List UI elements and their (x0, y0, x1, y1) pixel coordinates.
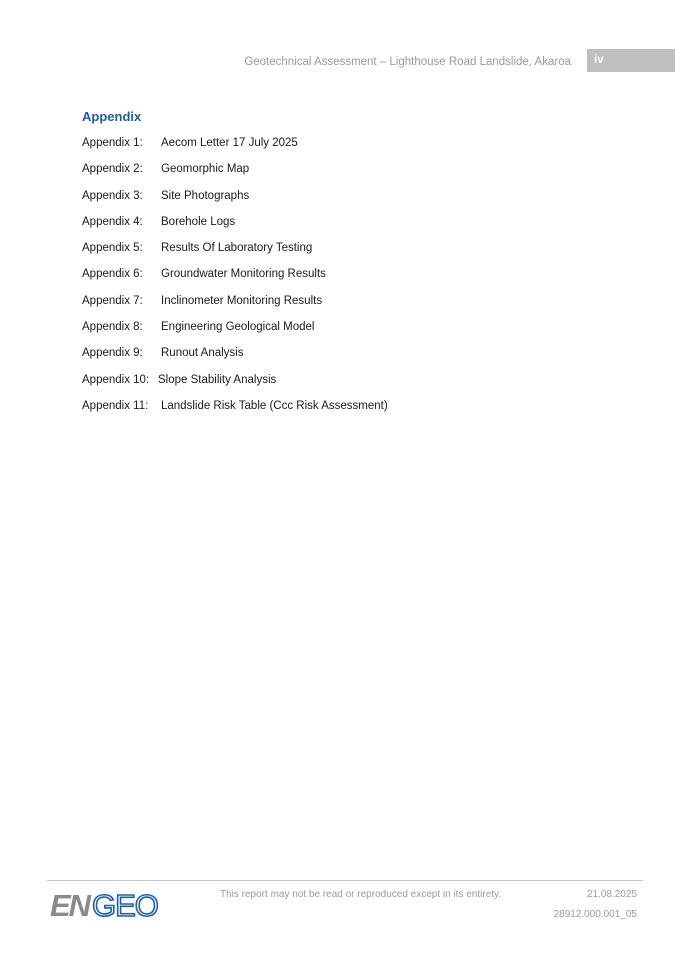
appendix-title: Borehole Logs (161, 215, 236, 228)
footer-reference: 28912.000.001_05 (553, 909, 637, 920)
appendix-item (82, 190, 388, 216)
header-title: Geotechnical Assessment – Lighthouse Road Landslide, Akaroa (244, 56, 571, 68)
engeo-logo (50, 886, 162, 920)
appendix-title: Aecom Letter 17 July 2025 (161, 137, 298, 149)
appendix-item (82, 242, 388, 268)
appendix-number: Appendix 6: (82, 268, 143, 281)
appendix-title: Results Of Laboratory Testing (161, 242, 313, 255)
appendix-number: Appendix 2: (82, 163, 143, 176)
appendix-item (82, 400, 388, 426)
appendix-list (82, 137, 388, 426)
page-number-tab: iv (587, 49, 675, 72)
appendix-number: Appendix 3: (82, 189, 143, 202)
appendix-item (82, 163, 388, 189)
appendix-title: Runout Analysis (161, 347, 244, 360)
appendix-title: Slope Stability Analysis (158, 373, 277, 386)
logo-text-geo: GEO (92, 888, 158, 920)
appendix-number: Appendix 4: (82, 215, 143, 228)
footer-disclaimer: This report may not be read or reproduced except in its entirety. (220, 889, 502, 900)
appendix-number: Appendix 5: (82, 242, 143, 255)
appendix-item (82, 321, 388, 347)
appendix-number: Appendix 8: (82, 321, 143, 334)
appendix-title: Site Photographs (161, 189, 250, 202)
appendix-title: Landslide Risk Table (Ccc Risk Assessment) (161, 399, 388, 412)
appendix-title: Groundwater Monitoring Results (161, 268, 326, 281)
footer-date: 21.08.2025 (586, 889, 637, 900)
appendix-item (82, 216, 388, 242)
appendix-number: Appendix 11: (82, 399, 149, 412)
appendix-number: Appendix 1: (82, 137, 143, 149)
footer-rule (47, 880, 643, 881)
appendix-item (82, 137, 388, 163)
appendix-number: Appendix 9: (82, 347, 143, 360)
appendix-number: Appendix 7: (82, 294, 143, 307)
logo-text-en: EN (50, 888, 90, 920)
appendix-item (82, 374, 388, 400)
appendix-item (82, 347, 388, 373)
appendix-title: Inclinometer Monitoring Results (161, 294, 323, 307)
appendix-item (82, 268, 388, 294)
appendix-title: Geomorphic Map (161, 163, 250, 176)
appendix-item (82, 295, 388, 321)
section-heading: Appendix (82, 109, 142, 124)
appendix-title: Engineering Geological Model (161, 321, 315, 334)
appendix-number: Appendix 10: (82, 373, 150, 386)
